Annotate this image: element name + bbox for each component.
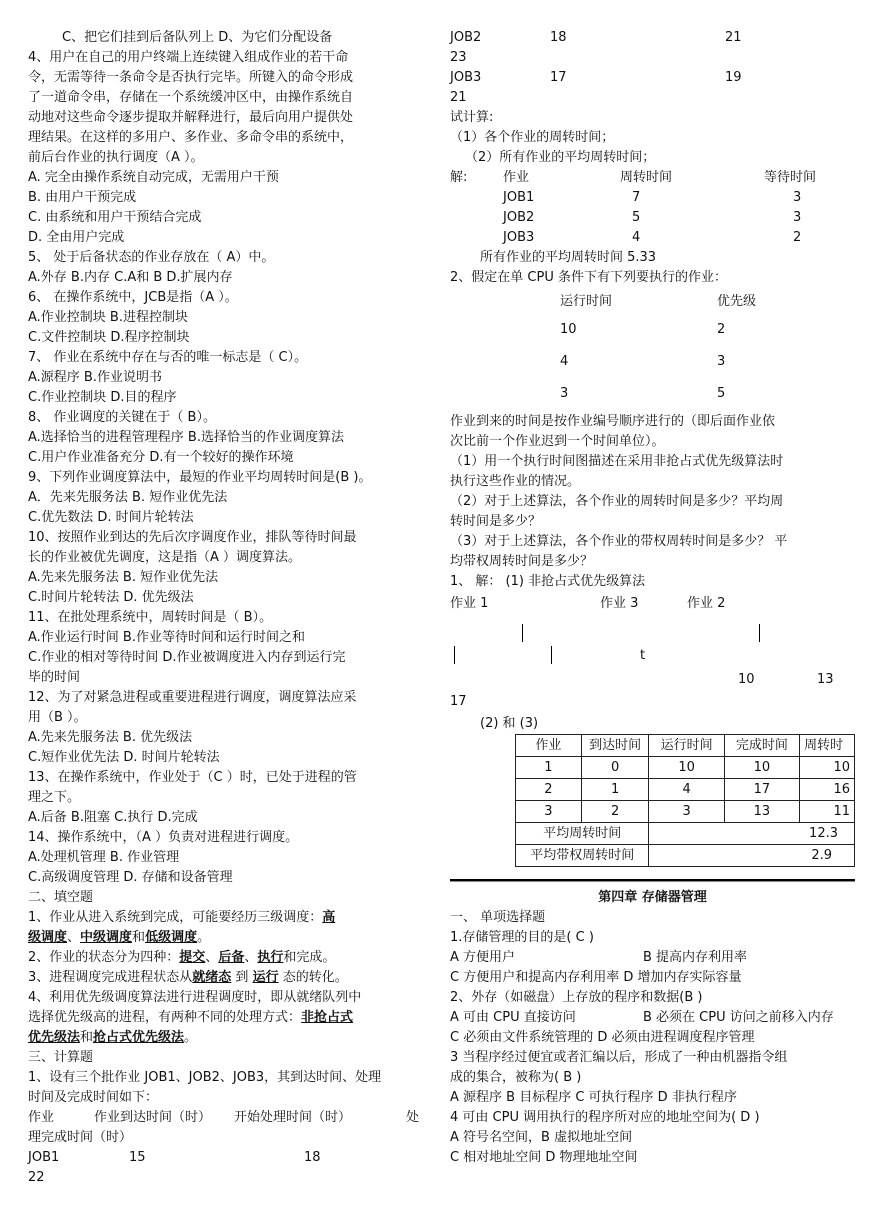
solution-row [450,228,855,248]
result-cell: 2 [581,801,649,823]
text-line: 用（B ）。 [28,710,87,725]
text-cell: A 方便用户 [450,950,516,965]
text-line: C、把它们挂到后备队列上 D、为它们分配设备 [62,30,333,45]
job2-row-cont: 23 [450,50,467,65]
text-line: 10、按照作业到达的先后次序调度作业，排队等待时间最 [28,530,357,545]
fill-blank-1: 1、作业从进入系统到完成，可能要经历三级调度：高 [28,910,336,925]
text-line: 14、操作系统中，（A ）负责对进程进行调度。 [28,830,299,845]
text-line: A.作业运行时间 B.作业等待时间和运行时间之和 [28,630,305,645]
fill-blank-4: 4、利用优先级调度算法进行进程调度时，即从就绪队列中 [28,990,362,1005]
result-cell: 10 [800,757,855,779]
text-line: 5、 处于后备状态的作业存放在（ A）中。 [28,250,275,265]
text-line: 2、外存（如磁盘）上存放的程序和数据(B ) [450,990,703,1005]
text-line: 7、 作业在系统中存在与否的唯一标志是（ C）。 [28,350,308,365]
text-line: 9、下列作业调度算法中，最短的作业平均周转时间是(B )。 [28,470,372,485]
text-line: 成的集合，被称为( B ) [450,1070,582,1085]
text-line: A 源程序 B 目标程序 C 可执行程序 D 非执行程序 [450,1090,737,1105]
result-cell: 17 [724,779,799,801]
q2-row [450,316,855,348]
solution-header: 解: 作业 周转时间 等待时间 [450,170,817,185]
text-line: A.作业控制块 B.进程控制块 [28,310,188,325]
text-line: 3 当程序经过便宜或者汇编以后，形成了一种由机器指令组 [450,1050,788,1065]
q2-table-rows [450,316,855,412]
result-cell: 1 [581,779,649,801]
fill-blank-4-cont2: 优先级法和抢占式优先级法。 [28,1030,198,1045]
job1-row-cont: 22 [28,1170,45,1185]
text-line: 毕的时间 [28,670,81,685]
calc-question-1: 1、设有三个批作业 JOB1、JOB2、JOB3，其到达时间、处理 [28,1070,382,1085]
text-line: 1.存储管理的目的是( C ) [450,930,594,945]
text-line: 理之下。 [28,790,81,805]
text-line: 1、 解： (1) 非抢占式优先级算法 [450,574,646,589]
solution-row [450,208,855,228]
text-line: C 方便用户和提高内存利用率 D 增加内存实际容量 [450,970,742,985]
solution-cell: 5 [632,210,641,225]
q2-cell: 10 [560,322,577,337]
text-line: C 必须由文件系统管理的 D 必须由进程调度程序管理 [450,1030,755,1045]
text-line: 了一道命令串，存储在一个系统缓冲区中，由操作系统自 [28,90,354,105]
gantt-label-job1: 作业 1 [450,596,489,611]
gantt-end-tick: 17 [450,694,467,709]
q2-cell: 2 [717,322,726,337]
gantt-tick-mark [759,624,760,642]
text-line: C 相对地址空间 D 物理地址空间 [450,1150,638,1165]
text-line: C.优先数法 D. 时间片轮转法 [28,510,194,525]
text-line: A.后备 B.阻塞 C.执行 D.完成 [28,810,198,825]
solution-cell: JOB1 [503,190,535,205]
solution-cell: 2 [793,230,802,245]
solution-rows [450,188,855,248]
solution-cell: 7 [632,190,641,205]
job3-row: JOB3 17 19 [450,70,742,85]
result-cell: 1 [516,757,582,779]
text-line: （1）用一个执行时间图描述在采用非抢占式优先级算法时 [450,454,784,469]
text-line: A 符号名空间，B 虚拟地址空间 [450,1130,633,1145]
text-line: D. 全由用户完成 [28,230,125,245]
result-cell: 4 [649,779,724,801]
result-cell: 11 [800,801,855,823]
gantt-ticks: 10 13 [738,672,834,687]
result-cell: 10 [649,757,724,779]
text-line: 次比前一个作业迟到一个时间单位）。 [450,434,665,449]
fill-blank-4-cont: 选择优先级高的进程，有两种不同的处理方式：非抢占式 [28,1010,354,1025]
result-cell: 10 [724,757,799,779]
result-cell: 0 [581,757,649,779]
calc-ask-2: （2）所有作业的平均周转时间； [465,150,656,165]
fill-blank-1-cont: 级调度、中级调度和低级调度。 [28,930,211,945]
text-line: C.短作业优先法 D. 时间片轮转法 [28,750,220,765]
text-line: 8、 作业调度的关键在于（ B）。 [28,410,216,425]
result-cell: 3 [649,801,724,823]
question-2-text [450,412,855,592]
text-line: 作业到来的时间是按作业编号顺序进行的（即后面作业依 [450,414,776,429]
text-line: 执行这些作业的情况。 [450,474,581,489]
solution-cell: JOB2 [503,210,535,225]
result-cell: 16 [800,779,855,801]
text-line: C.作业的相对等待时间 D.作业被调度进入内存到运行完 [28,650,346,665]
q2-row [450,348,855,380]
gantt-bars-top [450,624,855,646]
result-cell: 13 [724,801,799,823]
avg-turnaround-row: 平均周转时间 12.3 [516,823,855,845]
text-line: A.选择恰当的进程管理程序 B.选择恰当的作业调度算法 [28,430,344,445]
text-line: 均带权周转时间是多少？ [450,554,594,569]
q2-cell: 5 [717,386,726,401]
left-question-lines [28,28,422,908]
job-table-header-cont: 理完成时间（时） [28,1130,133,1145]
text-line: A.处理机管理 B. 作业管理 [28,850,180,865]
gantt-time-axis-label: t [640,648,646,663]
question-2: 2、假定在单 CPU 条件下有下列要执行的作业： [450,270,727,285]
text-cell: B 必须在 CPU 访问之前移入内存 [643,1010,834,1025]
text-line: C.用户作业准备充分 D.有一个较好的操作环境 [28,450,294,465]
text-cell: B 提高内存利用率 [643,950,748,965]
solution-cell: 4 [632,230,641,245]
job2-row: JOB2 18 21 [450,30,742,45]
text-line: C.作业控制块 D.目的程序 [28,390,177,405]
gantt-label-job2: 作业 2 [687,596,726,611]
solution-cell: 3 [793,190,802,205]
text-line: 理结果。在这样的多用户、多作业、多命令串的系统中， [28,130,354,145]
text-line: 4、用户在自己的用户终端上连续键入组成作业的若干命 [28,50,349,65]
text-line: C. 由系统和用户干预结合完成 [28,210,202,225]
text-line: B. 由用户干预完成 [28,190,137,205]
left-column [28,28,422,1188]
gantt-tick-mark [522,624,523,642]
text-line: 一、 单项选择题 [450,910,546,925]
result-row [516,757,855,779]
result-cell: 2 [516,779,582,801]
result-row [516,801,855,823]
q2-cell: 3 [717,354,726,369]
text-line: 转时间是多少？ [450,514,542,529]
text-line: 前后台作业的执行调度（A ）。 [28,150,204,165]
solution-row [450,188,855,208]
text-line: 长的作业被优先调度，这是指（A ）调度算法。 [28,550,302,565]
text-line: 4 可由 CPU 调用执行的程序所对应的地址空间为( D ) [450,1110,760,1125]
gantt-label-job3: 作业 3 [600,596,639,611]
calc-question-1-cont: 时间及完成时间如下： [28,1090,159,1105]
text-line: （2）对于上述算法，各个作业的周转时间是多少？平均周 [450,494,784,509]
gantt-bars-bottom [450,646,855,670]
result-cell: 3 [516,801,582,823]
gantt-tick-mark [551,646,552,664]
text-line: 13、在操作系统中，作业处于（C ）时，已处于进程的管 [28,770,357,785]
job-table-header: 作业 作业到达时间（时） 开始处理时间（时） 处 [28,1110,420,1125]
chapter-divider [450,879,855,882]
solution-cell: 3 [793,210,802,225]
text-line: A.先来先服务法 B. 短作业优先法 [28,570,219,585]
solution-cell: JOB3 [503,230,535,245]
text-line-pair [450,1008,855,1028]
text-line: 11、在批处理系统中，周转时间是（ B）。 [28,610,273,625]
text-line: A.源程序 B.作业说明书 [28,370,162,385]
text-cell: A 可由 CPU 直接访问 [450,1010,576,1025]
text-line: 动地对这些命令逐步提取并解释进行，最后向用户提供处 [28,110,354,125]
calc-heading: 三、计算题 [28,1050,94,1065]
text-line: 二、填空题 [28,890,94,905]
text-line: A. 完全由操作系统自动完成，无需用户干预 [28,170,279,185]
text-line: C.高级调度管理 D. 存储和设备管理 [28,870,233,885]
avg-weighted-turnaround-row: 平均带权周转时间 2.9 [516,845,855,867]
text-line: A.先来先服务法 B. 优先级法 [28,730,193,745]
result-table-header: 作业 到达时间 运行时间 完成时间 周转时 [516,735,855,757]
chapter-title: 第四章 存储器管理 [598,890,707,905]
q2-row [450,380,855,412]
text-line: 令，无需等待一条命令是否执行完毕。所键入的命令形成 [28,70,354,85]
result-table [515,734,855,867]
result-row [516,779,855,801]
text-line: A.外存 B.内存 C.A和 B D.扩展内存 [28,270,233,285]
job3-row-cont: 21 [450,90,467,105]
part-2-3-heading: (2) 和 (3) [480,716,539,731]
q2-table-header: 运行时间 优先级 [560,294,757,309]
q2-cell: 4 [560,354,569,369]
solution-average: 所有作业的平均周转时间 5.33 [480,250,657,265]
text-line: 12、为了对紧急进程或重要进程进行调度，调度算法应采 [28,690,357,705]
text-line: C.文件控制块 D.程序控制块 [28,330,190,345]
chapter-4-lines [450,908,855,1168]
gantt-labels [450,592,855,624]
text-line: C.时间片轮转法 D. 优先级法 [28,590,194,605]
text-line-pair [450,948,855,968]
right-column [450,28,855,1168]
gantt-tick-mark [454,646,455,664]
q2-cell: 3 [560,386,569,401]
job1-row: JOB1 15 18 [28,1150,321,1165]
calc-ask: 试计算: [450,110,494,125]
calc-ask-1: （1）各个作业的周转时间； [450,130,615,145]
text-line: （3）对于上述算法，各个作业的带权周转时间是多少？ 平 [450,534,788,549]
text-line: A．先来先服务法 B. 短作业优先法 [28,490,228,505]
fill-blank-2: 2、作业的状态分为四种：提交、后备、执行和完成。 [28,950,336,965]
fill-blank-3: 3、进程调度完成进程状态从就绪态 到 运行 态的转化。 [28,970,348,985]
text-line: 6、 在操作系统中，JCB是指（A ）。 [28,290,238,305]
